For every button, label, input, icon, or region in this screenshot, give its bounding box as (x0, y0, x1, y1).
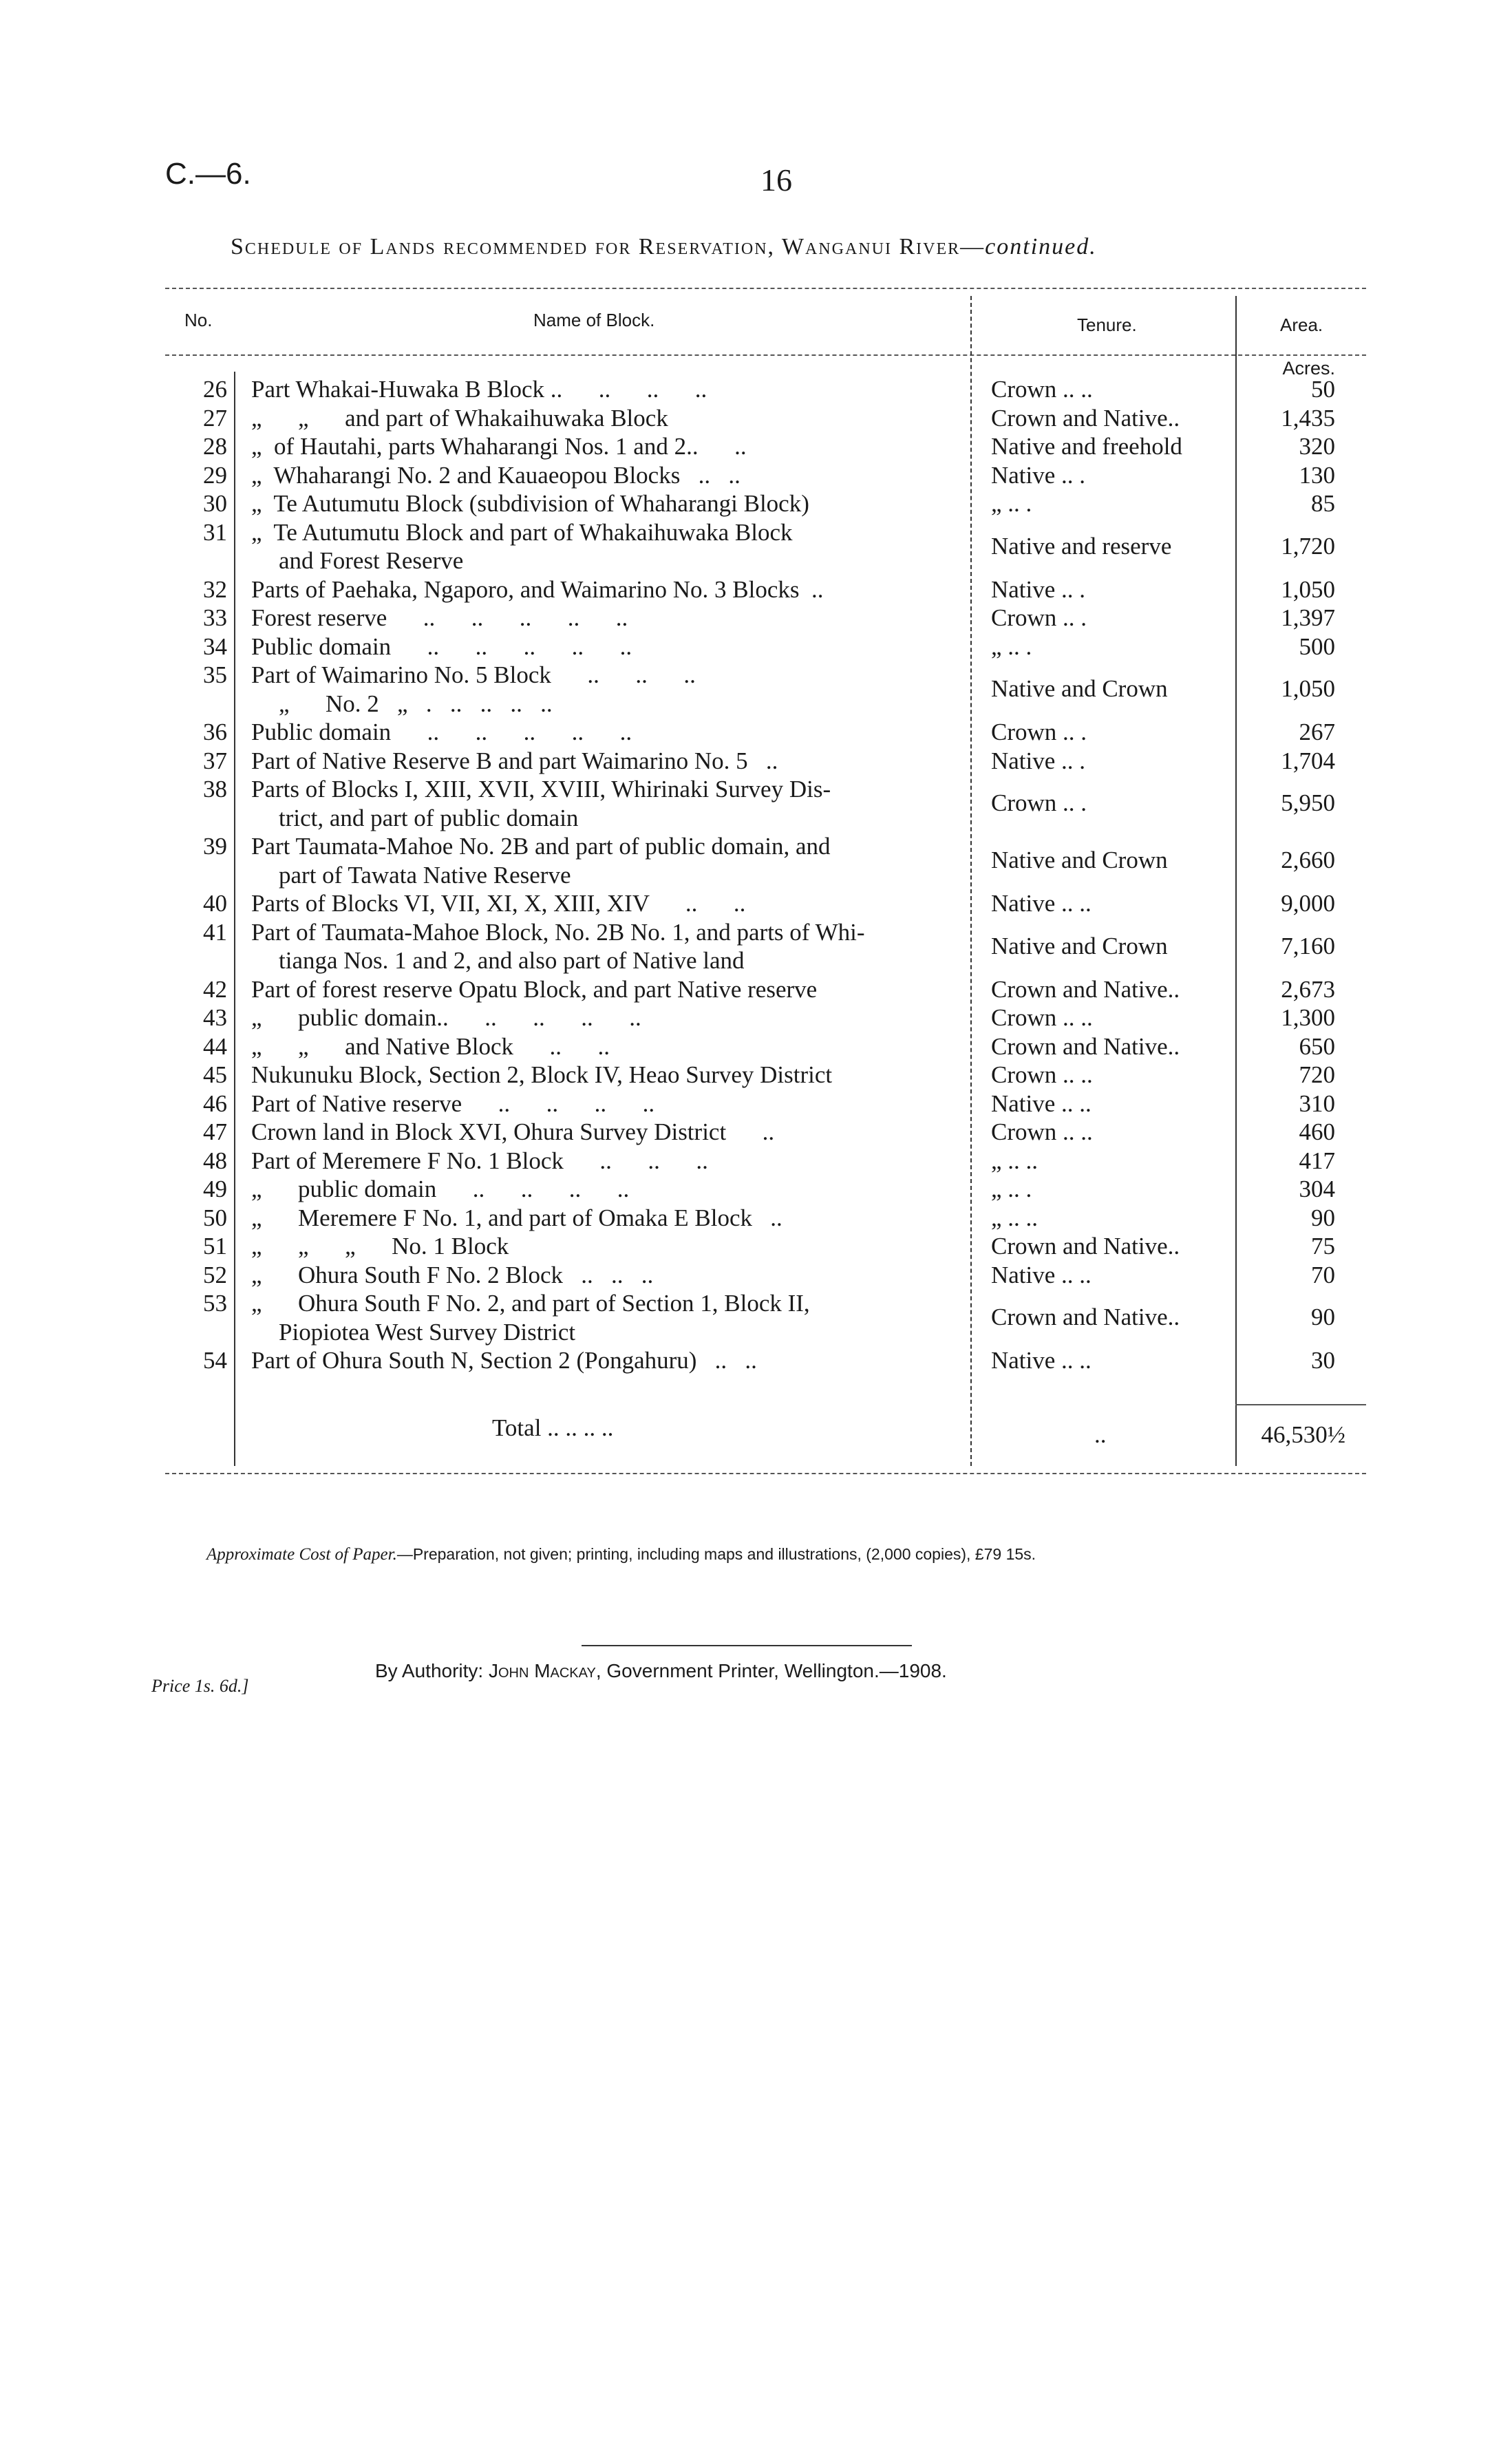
block-name-text: „ Te Autumutu Block (subdivision of Whaharangi Block) (251, 490, 809, 517)
area-value: 1,435 (1281, 404, 1335, 432)
authority-name: John Mackay, (488, 1660, 601, 1681)
table-row (0, 1147, 1512, 1176)
row-number: 49 (203, 1176, 227, 1202)
block-name (251, 489, 953, 518)
block-name (251, 918, 953, 975)
block-name-text: „ „ and Native Block .. .. (251, 1032, 610, 1060)
block-name (251, 832, 953, 889)
block-name-text: „ public domain .. .. .. .. (251, 1176, 630, 1202)
cost-label: Approximate Cost of Paper. (206, 1545, 397, 1564)
page-number: 16 (760, 162, 792, 198)
block-name-text: „ public domain.. .. .. .. .. (251, 1004, 641, 1031)
table-row (0, 489, 1512, 518)
cost-footnote (206, 1545, 1036, 1564)
area-value: 2,673 (1281, 975, 1335, 1003)
area-value: 267 (1299, 719, 1335, 745)
block-name (251, 1032, 953, 1061)
block-name (251, 404, 953, 433)
block-name (251, 1175, 953, 1204)
authority-rule (582, 1645, 912, 1646)
top-rule (165, 288, 1366, 289)
block-name-text: Public domain .. .. .. .. .. (251, 719, 632, 745)
table-row (0, 832, 1512, 889)
total-tenure: .. (1094, 1421, 1107, 1448)
tenure: „ .. . (991, 633, 1032, 660)
block-name-text: Part of Meremere F No. 1 Block .. .. .. (251, 1147, 708, 1174)
block-name (251, 1232, 953, 1261)
area-value: 1,050 (1281, 575, 1335, 603)
block-name (251, 1289, 953, 1346)
block-name (251, 661, 953, 718)
area-value: 90 (1311, 1204, 1335, 1231)
block-name-text: „ Te Autumutu Block and part of Whakaihuwaka Block (251, 518, 793, 546)
area-value: 320 (1299, 433, 1335, 460)
block-name-text: „ „ „ No. 1 Block (251, 1233, 509, 1260)
area-value: 130 (1299, 461, 1335, 489)
block-name (251, 633, 953, 661)
table-row (0, 1003, 1512, 1032)
block-name-text: Part of Ohura South N, Section 2 (Pongahuru) .. .. (251, 1347, 757, 1374)
area-value: 310 (1299, 1090, 1335, 1117)
table-row (0, 918, 1512, 975)
row-number: 26 (203, 376, 227, 403)
row-number: 51 (203, 1233, 227, 1260)
tenure: „ .. .. (991, 1147, 1039, 1174)
title-main: Schedule of Lands recommended for Reservation, Wanganui River— (231, 234, 986, 259)
tenure: Crown and Native.. (991, 1233, 1180, 1260)
block-name (251, 1118, 953, 1147)
table-row (0, 775, 1512, 832)
area-value: 5,950 (1281, 789, 1335, 816)
tenure: Crown .. .. (991, 376, 1093, 403)
block-name (251, 1147, 953, 1176)
cost-text: —Preparation, not given; printing, including maps and illustrations, (2,000 copies), £79 15s. (396, 1545, 1036, 1563)
area-value: 9,000 (1281, 890, 1335, 917)
row-number: 39 (203, 833, 227, 860)
authority-line (375, 1660, 947, 1682)
table-row (0, 604, 1512, 633)
block-name (251, 432, 953, 461)
block-name-text: Public domain .. .. .. .. .. (251, 633, 632, 660)
area-value: 304 (1299, 1176, 1335, 1202)
row-number: 30 (203, 490, 227, 517)
area-value: 30 (1311, 1347, 1335, 1374)
row-number: 34 (203, 633, 227, 660)
tenure: Native .. .. (991, 1347, 1092, 1374)
tenure: Native .. . (991, 575, 1086, 603)
table-row (0, 633, 1512, 661)
block-name-text: „ Ohura South F No. 2, and part of Section 1, Block II, (251, 1290, 810, 1317)
block-name-text: Forest reserve .. .. .. .. .. (251, 604, 628, 631)
block-name (251, 575, 953, 604)
block-name (251, 775, 953, 832)
row-number: 28 (203, 433, 227, 460)
area-value: 500 (1299, 633, 1335, 660)
table-row (0, 747, 1512, 776)
block-name (251, 889, 953, 918)
row-number: 47 (203, 1118, 227, 1145)
row-number: 46 (203, 1090, 227, 1117)
block-name-text: Part of forest reserve Opatu Block, and part Native reserve (251, 975, 818, 1003)
tenure: Native and Crown (991, 932, 1168, 959)
tenure: Crown .. .. (991, 1004, 1093, 1031)
block-name-text: Part of Taumata-Mahoe Block, No. 2B No. 1, and parts of Whi- (251, 918, 865, 946)
tenure: Crown .. .. (991, 1118, 1093, 1145)
row-number: 53 (203, 1290, 227, 1317)
tenure: Native and Crown (991, 847, 1168, 873)
tenure: Native and freehold (991, 433, 1182, 460)
table-row (0, 375, 1512, 404)
block-name-continuation: Piopiotea West Survey District (279, 1318, 576, 1346)
tenure: Native and Crown (991, 675, 1168, 702)
tenure: Crown and Native.. (991, 404, 1180, 432)
header-name: Name of Block. (533, 310, 655, 330)
block-name (251, 975, 953, 1004)
row-number: 36 (203, 719, 227, 745)
block-name-text: „ Meremere F No. 1, and part of Omaka E Block .. (251, 1204, 782, 1231)
table-row (0, 1032, 1512, 1061)
tenure: Crown .. . (991, 719, 1087, 745)
row-number: 32 (203, 575, 227, 603)
block-name-text: „ of Hautahi, parts Whaharangi Nos. 1 and 2.. .. (251, 433, 747, 460)
block-name (251, 604, 953, 633)
block-name-text: Part Whakai-Huwaka B Block .. .. .. .. (251, 376, 707, 403)
block-name-text: Part of Waimarino No. 5 Block .. .. .. (251, 661, 696, 688)
block-name (251, 461, 953, 490)
area-value: 1,397 (1281, 604, 1335, 631)
table-row (0, 1090, 1512, 1118)
row-number: 43 (203, 1004, 227, 1031)
block-name-text: „ Whaharangi No. 2 and Kauaeopou Blocks .. .. (251, 461, 741, 489)
table-row (0, 1204, 1512, 1233)
block-name-text: Part Taumata-Mahoe No. 2B and part of public domain, and (251, 833, 831, 860)
schedule-table (0, 358, 1512, 1375)
block-name-text: Part of Native Reserve B and part Waimarino No. 5 .. (251, 747, 778, 774)
tenure: Crown .. . (991, 604, 1087, 631)
area-value: 90 (1311, 1304, 1335, 1330)
header-rule (165, 354, 1366, 356)
table-row (0, 1118, 1512, 1147)
block-name-text: Parts of Paehaka, Ngaporo, and Waimarino No. 3 Blocks .. (251, 575, 824, 603)
block-name (251, 1261, 953, 1290)
table-row (0, 1061, 1512, 1090)
block-name (251, 747, 953, 776)
total-overline (1235, 1404, 1366, 1405)
tenure: Native .. . (991, 747, 1086, 774)
row-number: 42 (203, 975, 227, 1003)
area-value: 1,050 (1281, 675, 1335, 702)
area-value: 7,160 (1281, 932, 1335, 959)
table-row (0, 1261, 1512, 1290)
area-value: 1,720 (1281, 532, 1335, 560)
block-name (251, 1061, 953, 1090)
block-name (251, 1204, 953, 1233)
block-name (251, 518, 953, 575)
block-name-continuation: trict, and part of public domain (279, 804, 579, 831)
row-number: 45 (203, 1061, 227, 1088)
block-name-continuation: tianga Nos. 1 and 2, and also part of Native land (279, 947, 745, 974)
block-name-text: Crown land in Block XVI, Ohura Survey District .. (251, 1118, 775, 1145)
table-row (0, 889, 1512, 918)
block-name-text: Part of Native reserve .. .. .. .. (251, 1090, 655, 1117)
block-name-continuation: and Forest Reserve (279, 547, 464, 574)
tenure: Native .. .. (991, 1261, 1092, 1288)
header-area: Area. (1280, 315, 1323, 335)
row-number: 29 (203, 461, 227, 489)
authority-rest: Government Printer, Wellington.—1908. (606, 1660, 947, 1681)
block-name-text: Nukunuku Block, Section 2, Block IV, Heao Survey District (251, 1061, 833, 1088)
header-tenure: Tenure. (1077, 315, 1137, 335)
price-note: Price 1s. 6d.] (151, 1676, 249, 1696)
table-row (0, 575, 1512, 604)
table-row (0, 404, 1512, 433)
tenure: Native .. . (991, 461, 1086, 489)
page-ref: C.—6. (165, 157, 251, 191)
tenure: „ .. .. (991, 1204, 1039, 1231)
title-continued: continued. (985, 234, 1097, 259)
bottom-rule (165, 1473, 1366, 1474)
tenure: Crown .. . (991, 789, 1087, 816)
area-value: 417 (1299, 1147, 1335, 1174)
table-row (0, 1289, 1512, 1346)
block-name (251, 718, 953, 747)
table-row (0, 975, 1512, 1004)
block-name-text: „ „ and part of Whakaihuwaka Block (251, 404, 668, 432)
table-row (0, 1232, 1512, 1261)
area-value: 85 (1311, 490, 1335, 517)
area-value: 50 (1311, 376, 1335, 403)
header-no: No. (184, 310, 213, 330)
table-row (0, 518, 1512, 575)
tenure: Native .. .. (991, 1090, 1092, 1117)
block-name-text: „ Ohura South F No. 2 Block .. .. .. (251, 1261, 654, 1288)
total-label: Total .. .. .. .. (492, 1414, 614, 1441)
area-value: 70 (1311, 1261, 1335, 1288)
block-name-continuation: part of Tawata Native Reserve (279, 861, 571, 889)
row-number: 54 (203, 1347, 227, 1374)
table-row (0, 461, 1512, 490)
row-number: 33 (203, 604, 227, 631)
table-row (0, 1175, 1512, 1204)
table-row (0, 718, 1512, 747)
table-row (0, 432, 1512, 461)
area-value: 1,300 (1281, 1004, 1335, 1031)
row-number: 27 (203, 404, 227, 432)
area-value: 1,704 (1281, 747, 1335, 774)
tenure: Native and reserve (991, 532, 1172, 560)
area-value: 75 (1311, 1233, 1335, 1260)
row-number: 52 (203, 1261, 227, 1288)
row-number: 48 (203, 1147, 227, 1174)
authority-prefix: By Authority: (375, 1660, 484, 1681)
row-number: 50 (203, 1204, 227, 1231)
block-name-continuation: „ No. 2 „ . .. .. .. .. (279, 690, 553, 717)
tenure: Crown and Native.. (991, 1304, 1180, 1330)
area-value: 460 (1299, 1118, 1335, 1145)
row-number: 31 (203, 518, 227, 546)
block-name (251, 1346, 953, 1375)
row-number: 41 (203, 918, 227, 946)
area-value: 2,660 (1281, 847, 1335, 873)
area-unit-label: Acres. (1282, 358, 1335, 379)
tenure: Crown .. .. (991, 1061, 1093, 1088)
total-area: 46,530½ (1261, 1421, 1345, 1448)
block-name (251, 375, 953, 404)
area-value: 650 (1299, 1032, 1335, 1060)
table-row (0, 1346, 1512, 1375)
row-number: 40 (203, 890, 227, 917)
tenure: „ .. . (991, 490, 1032, 517)
tenure: Native .. .. (991, 890, 1092, 917)
row-number: 35 (203, 661, 227, 688)
tenure: Crown and Native.. (991, 1032, 1180, 1060)
row-number: 44 (203, 1032, 227, 1060)
block-name-text: Parts of Blocks VI, VII, XI, X, XIII, XIV .. .. (251, 890, 746, 917)
block-name (251, 1090, 953, 1118)
area-value: 720 (1299, 1061, 1335, 1088)
row-number: 38 (203, 776, 227, 803)
row-number: 37 (203, 747, 227, 774)
block-name (251, 1003, 953, 1032)
block-name-text: Parts of Blocks I, XIII, XVII, XVIII, Whirinaki Survey Dis- (251, 776, 831, 803)
table-row (0, 661, 1512, 718)
schedule-title (231, 234, 1297, 260)
tenure: Crown and Native.. (991, 975, 1180, 1003)
tenure: „ .. . (991, 1176, 1032, 1202)
